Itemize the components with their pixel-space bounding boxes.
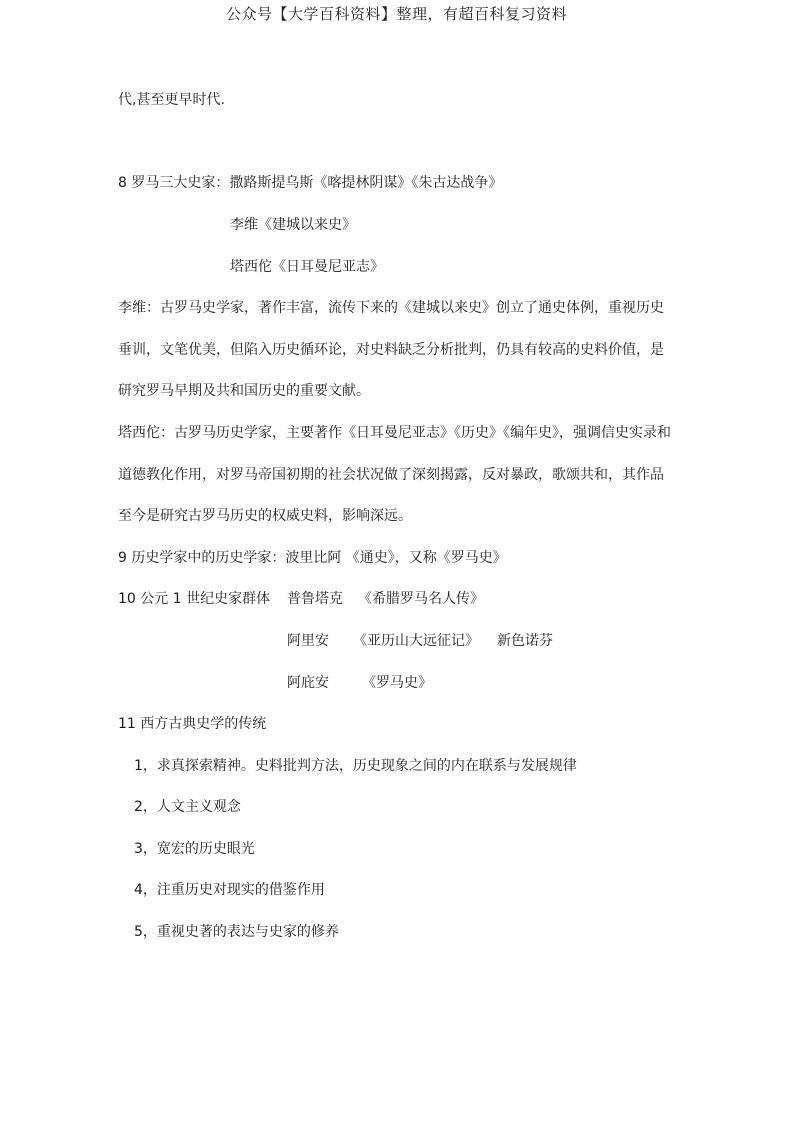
text-line: 李维《建城以来史》 — [230, 217, 356, 233]
paragraph-line: 垂训，文笔优美，但陷入历史循环论，对史料缺乏分析批判，仍具有较高的史料价值，是 — [118, 342, 664, 358]
work-title: 《希腊罗马名人传》 — [358, 591, 484, 607]
list-item: 2，人文主义观念 — [134, 799, 241, 815]
section-8-heading: 8 罗马三大史家：撒路斯提乌斯《喀提林阴谋》《朱古达战争》 — [118, 175, 503, 191]
section-9-heading: 9 历史学家中的历史学家：波里比阿 《通史》，又称《罗马史》 — [118, 550, 507, 566]
paragraph-line: 研究罗马早期及共和国历史的重要文献。 — [118, 383, 370, 399]
text-line: 代,甚至更早时代. — [118, 92, 225, 108]
list-item: 4，注重历史对现实的借鉴作用 — [134, 882, 325, 898]
paragraph-line: 李维：古罗马史学家，著作丰富，流传下来的《建城以来史》创立了通史体例，重视历史 — [118, 300, 664, 316]
section-10-heading: 10 公元 1 世纪史家群体 — [118, 591, 271, 607]
paragraph-line: 道德教化作用，对罗马帝国初期的社会状况做了深刻揭露，反对暴政，歌颂共和，其作品 — [118, 467, 664, 483]
page-header: 公众号【大学百科资料】整理，有超百科复习资料 — [225, 5, 567, 23]
work-title: 《罗马史》 — [362, 675, 432, 691]
historian-name: 阿里安 — [287, 633, 329, 649]
work-title: 《亚历山大远征记》 — [353, 633, 479, 649]
historian-epithet: 新色诺芬 — [497, 633, 553, 649]
paragraph-line: 塔西佗：古罗马历史学家，主要著作《日耳曼尼亚志》《历史》《编年史》，强调信史实录和 — [118, 425, 671, 441]
section-11-heading: 11 西方古典史学的传统 — [118, 716, 267, 732]
historian-name: 阿庇安 — [287, 675, 329, 691]
paragraph-line: 至今是研究古罗马历史的权威史料，影响深远。 — [118, 508, 412, 524]
list-item: 3，宽宏的历史眼光 — [134, 841, 255, 857]
list-item: 5，重视史著的表达与史家的修养 — [134, 924, 339, 940]
text-line: 塔西佗《日耳曼尼亚志》 — [230, 259, 384, 275]
historian-name: 普鲁塔克 — [287, 591, 343, 607]
list-item: 1，求真探索精神。史料批判方法，历史现象之间的内在联系与发展规律 — [134, 758, 577, 774]
